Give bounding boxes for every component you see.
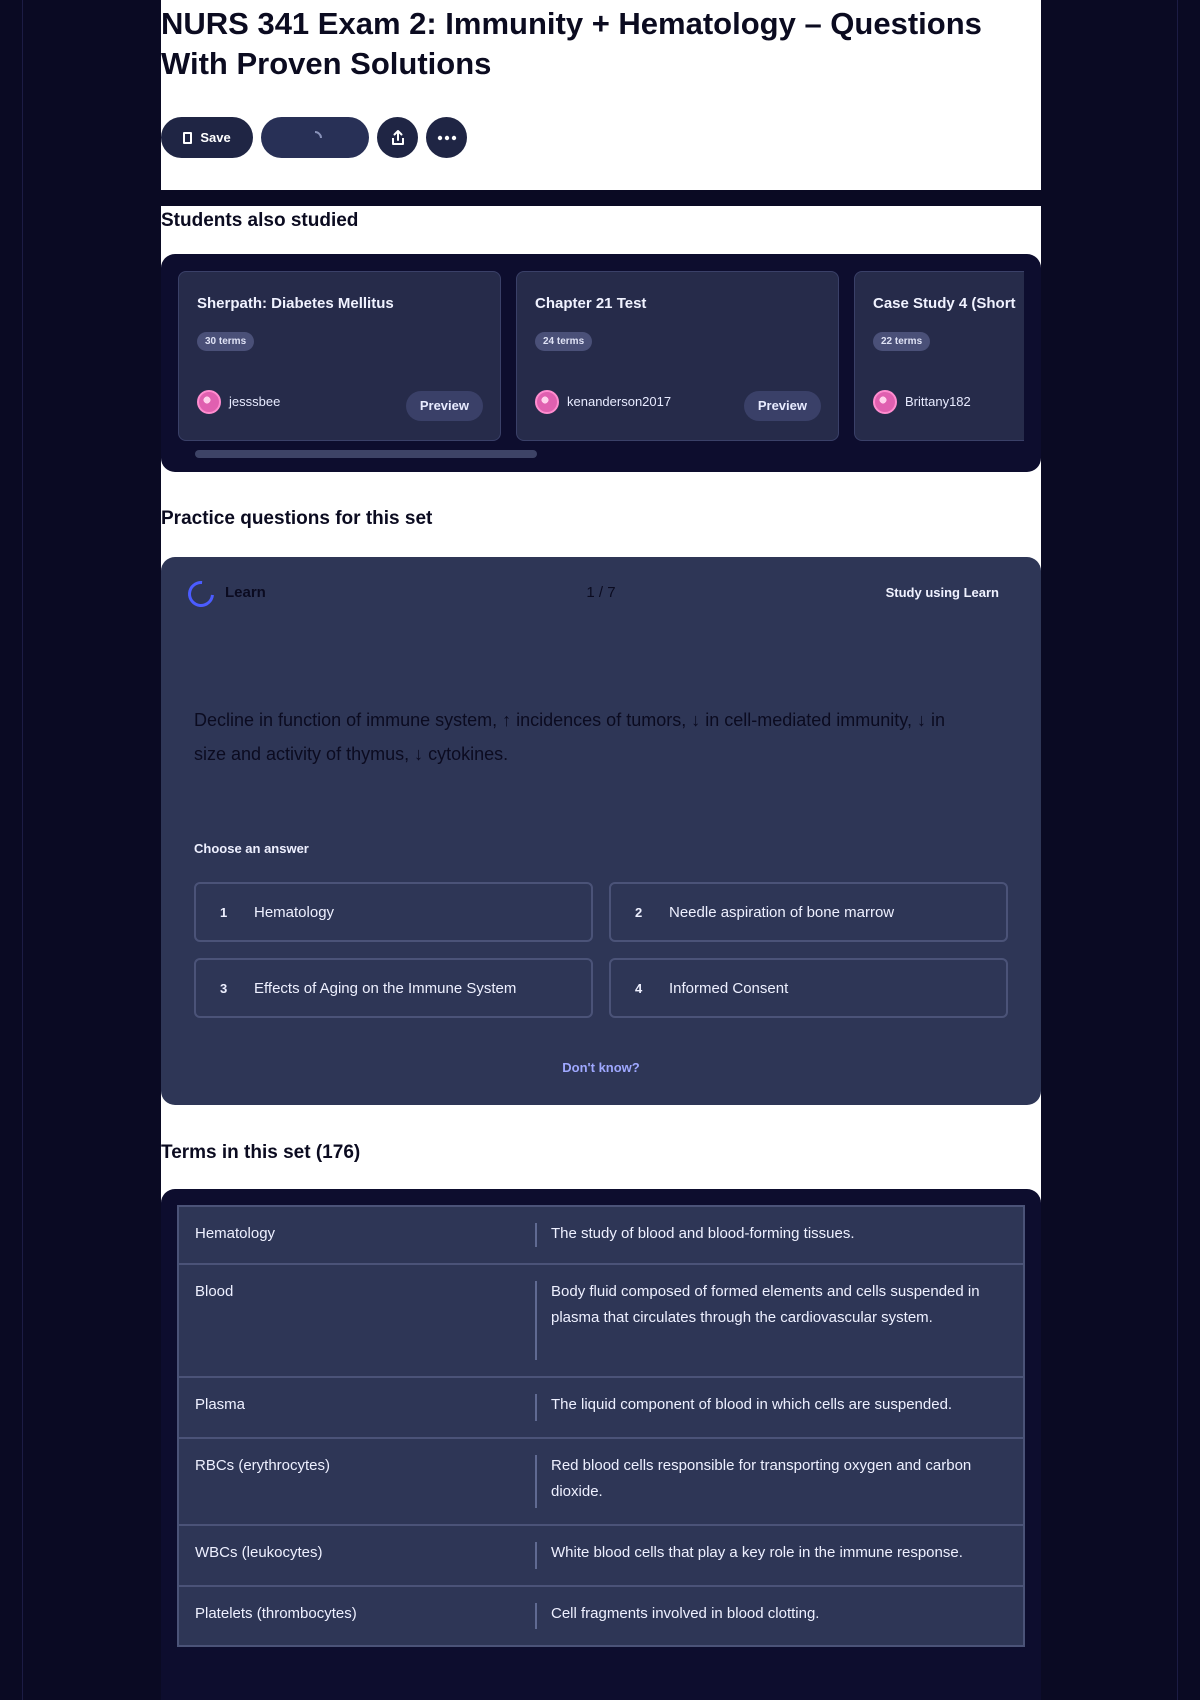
- term-text: Platelets (thrombocytes): [195, 1605, 357, 1622]
- save-button[interactable]: [161, 117, 253, 158]
- column-divider: [535, 1281, 537, 1360]
- table-row: [177, 1265, 1025, 1378]
- term-text: RBCs (erythrocytes): [195, 1457, 331, 1474]
- more-icon: [437, 135, 457, 141]
- column-divider: [535, 1455, 537, 1508]
- card-title: Case Study 4 (Short: [873, 295, 1016, 312]
- column-divider: [535, 1394, 537, 1421]
- username[interactable]: kenanderson2017: [567, 394, 672, 409]
- table-row: [177, 1378, 1025, 1439]
- set-header: [161, 0, 1041, 190]
- definition-text: The study of blood and blood-forming tissues.: [551, 1225, 855, 1242]
- carousel-scrollbar[interactable]: [195, 450, 537, 458]
- option-text: Needle aspiration of bone marrow: [669, 903, 895, 921]
- share-button[interactable]: [377, 117, 418, 158]
- username[interactable]: jesssbee: [229, 394, 281, 409]
- save-label: Save: [200, 130, 231, 145]
- action-bar: [161, 117, 467, 158]
- option-number: 2: [635, 904, 643, 920]
- terms-badge: 24 terms: [535, 332, 592, 351]
- table-row: [177, 1587, 1025, 1647]
- section-heading: Students also studied: [161, 210, 359, 231]
- avatar: [535, 390, 559, 414]
- section-divider: [161, 190, 1041, 206]
- choose-answer-label: Choose an answer: [194, 841, 309, 856]
- preview-button[interactable]: Preview: [406, 391, 483, 421]
- study-set-card[interactable]: [854, 271, 1024, 441]
- table-row: [177, 1205, 1025, 1265]
- column-divider: [535, 1223, 537, 1247]
- terms-table: [161, 1189, 1041, 1700]
- answer-option[interactable]: [194, 882, 593, 942]
- practice-section: [161, 474, 1041, 1142]
- card-title: Chapter 21 Test: [535, 295, 647, 312]
- option-text: Hematology: [254, 903, 335, 921]
- option-text: Effects of Aging on the Immune System: [254, 979, 517, 997]
- study-set-card[interactable]: [516, 271, 839, 441]
- more-options-button[interactable]: [426, 117, 467, 158]
- option-number: 1: [220, 904, 228, 920]
- students-also-studied-section: [161, 206, 1041, 474]
- definition-text: The liquid component of blood in which cells are suspended.: [551, 1396, 953, 1413]
- term-text: WBCs (leukocytes): [195, 1544, 323, 1561]
- terms-section: [161, 1142, 1041, 1700]
- avatar: [197, 390, 221, 414]
- loading-spinner-icon: [305, 128, 325, 148]
- study-set-carousel[interactable]: [161, 254, 1041, 472]
- learn-question-card: [161, 557, 1041, 1105]
- column-divider: [535, 1542, 537, 1569]
- page-title: NURS 341 Exam 2: Immunity + Hematology – Questions With Proven Solutions: [161, 6, 982, 81]
- answer-option[interactable]: [194, 958, 593, 1018]
- term-text: Blood: [195, 1283, 234, 1300]
- study-using-learn-link[interactable]: Study using Learn: [885, 585, 999, 600]
- table-row: [177, 1526, 1025, 1587]
- definition-text: Cell fragments involved in blood clotting.: [551, 1605, 820, 1622]
- terms-badge: 30 terms: [197, 332, 254, 351]
- loading-button[interactable]: [261, 117, 369, 158]
- username[interactable]: Brittany182: [905, 394, 971, 409]
- preview-button[interactable]: Preview: [744, 391, 821, 421]
- definition-text: Red blood cells responsible for transporting oxygen and carbon dioxide.: [551, 1457, 972, 1500]
- term-text: Hematology: [195, 1225, 276, 1242]
- dont-know-button[interactable]: Don't know?: [562, 1060, 640, 1075]
- question-counter: 1 / 7: [586, 584, 616, 601]
- terms-badge: 22 terms: [873, 332, 930, 351]
- section-heading: Practice questions for this set: [161, 508, 433, 529]
- card-title: Sherpath: Diabetes Mellitus: [197, 295, 394, 312]
- column-divider: [535, 1603, 537, 1629]
- table-row: [177, 1439, 1025, 1526]
- avatar: [873, 390, 897, 414]
- section-heading: Terms in this set (176): [161, 1142, 361, 1163]
- share-icon: [389, 129, 407, 147]
- answer-option[interactable]: [609, 958, 1008, 1018]
- question-text: Decline in function of immune system, ↑ incidences of tumors, ↓ in cell-mediated immunity, ↓ in size and activity of thymus, ↓ cytokines.: [194, 710, 945, 764]
- learn-label: Learn: [225, 584, 266, 601]
- term-text: Plasma: [195, 1396, 246, 1413]
- option-number: 4: [635, 980, 643, 996]
- study-set-card[interactable]: [178, 271, 501, 441]
- definition-text: White blood cells that play a key role in the immune response.: [551, 1544, 963, 1561]
- option-text: Informed Consent: [669, 979, 789, 997]
- option-number: 3: [220, 980, 228, 996]
- answer-option[interactable]: [609, 882, 1008, 942]
- bookmark-icon: [183, 132, 192, 144]
- definition-text: Body fluid composed of formed elements and cells suspended in plasma that circulates through the cardiovascular system.: [551, 1283, 980, 1326]
